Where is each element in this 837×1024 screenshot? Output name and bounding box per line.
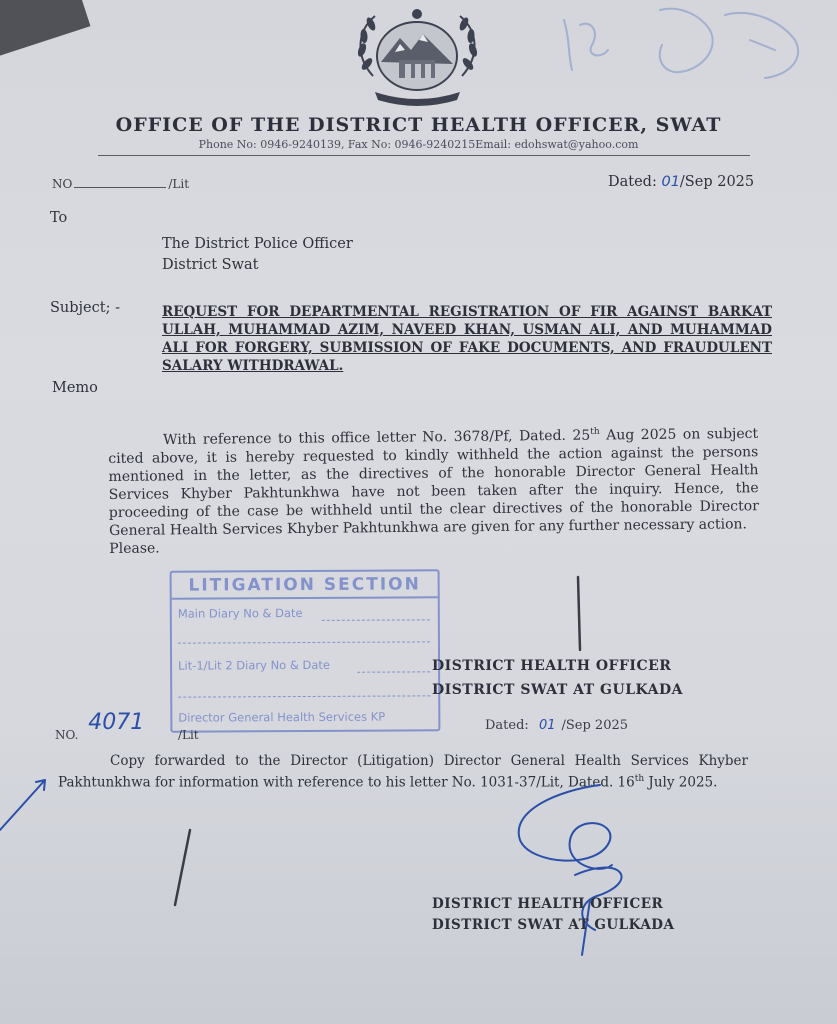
copy-sup: th bbox=[634, 774, 645, 784]
government-emblem-icon bbox=[345, 6, 490, 110]
no-label: NO bbox=[52, 177, 73, 191]
handwritten-notes bbox=[550, 0, 837, 90]
endorsement-dated-label: Dated: bbox=[485, 718, 529, 733]
stamp-line-1: Main Diary No & Date bbox=[177, 606, 303, 621]
signature-title-2: DISTRICT SWAT AT GULKADA bbox=[432, 682, 684, 698]
subject-text: REQUEST FOR DEPARTMENTAL REGISTRATION OF FIR AGAINST BARKAT ULLAH, MUHAMMAD AZIM, NAVEED KHAN, USMAN ALI, AND MUHAMMAD ALI FOR FORGERY, SUBMISSION OF FAKE DOCUMENTS, AND FRAUDULENT SALARY WITHDRAWAL. bbox=[162, 304, 772, 374]
stamp-line-3: Director General Health Services KP bbox=[178, 709, 386, 725]
copy-part-2: July 2025. bbox=[644, 774, 718, 791]
memo-closing: Please. bbox=[109, 540, 160, 557]
header-rule bbox=[98, 155, 750, 156]
stamp-title: LITIGATION SECTION bbox=[172, 574, 438, 599]
litigation-stamp bbox=[170, 569, 441, 732]
memo-body bbox=[108, 421, 759, 557]
endorsement-lit-label: /Lit bbox=[177, 728, 199, 742]
page-shadow bbox=[0, 0, 90, 69]
memo-label: Memo bbox=[52, 380, 98, 396]
dated-label: Dated: bbox=[608, 174, 657, 190]
dated-rest: /Sep 2025 bbox=[679, 174, 755, 190]
addressee-line-2: District Swat bbox=[162, 257, 259, 273]
memo-sup: th bbox=[590, 426, 600, 437]
endorsement-dated-rest: /Sep 2025 bbox=[561, 718, 629, 733]
endorsement-number bbox=[55, 710, 199, 745]
addressee-line-1: The District Police Officer bbox=[162, 236, 353, 252]
lit-label: /Lit bbox=[168, 177, 190, 191]
subject-label: Subject; - bbox=[50, 300, 120, 316]
stamp-line-2: Lit-1/Lit 2 Diary No & Date bbox=[178, 657, 331, 673]
copy-part-1: Copy forwarded to the Director (Litigation) Director General Health Services Khyber Pakhtunkhwa for information with reference to his letter No. 1031-37/Lit, Dated. 16 bbox=[58, 753, 748, 791]
dated-day: 01 bbox=[661, 174, 680, 190]
signature-scribble bbox=[0, 760, 837, 960]
contact-line: Phone No: 0946-9240139, Fax No: 0946-9240215Email: edohswat@yahoo.com bbox=[198, 138, 639, 151]
signature-title-1: DISTRICT HEALTH OFFICER bbox=[432, 658, 672, 674]
reference-number bbox=[52, 177, 189, 191]
date-line bbox=[608, 174, 754, 190]
signature2-title-2: DISTRICT SWAT AT GULKADA bbox=[432, 917, 675, 933]
endorsement-no-value: 4071 bbox=[88, 710, 145, 735]
signature2-title-1: DISTRICT HEALTH OFFICER bbox=[432, 896, 664, 912]
office-title: OFFICE OF THE DISTRICT HEALTH OFFICER, SWAT bbox=[115, 114, 722, 136]
endorsement-dated-day: 01 bbox=[538, 718, 556, 733]
pen-stroke bbox=[570, 575, 590, 655]
endorsement-date bbox=[485, 718, 628, 733]
memo-part-2: Aug 2025 on subject cited above, it is hereby requested to kindly withheld the action against the persons mentioned in the letter, as the directives of the honorable Director General Health Services Khyber Pakhtunkhwa have not been taken after the inquiry. Hence, the proceeding of the case be withheld until the clear directives of the honorable Director General Health Services Khyber Pakhtunkhwa are given for any further necessary action. bbox=[108, 425, 759, 539]
memo-part-1: With reference to this office letter No. 3678/Pf, Dated. 25 bbox=[163, 427, 591, 449]
to-label: To bbox=[50, 210, 68, 226]
endorsement-no-label: NO. bbox=[55, 728, 79, 742]
